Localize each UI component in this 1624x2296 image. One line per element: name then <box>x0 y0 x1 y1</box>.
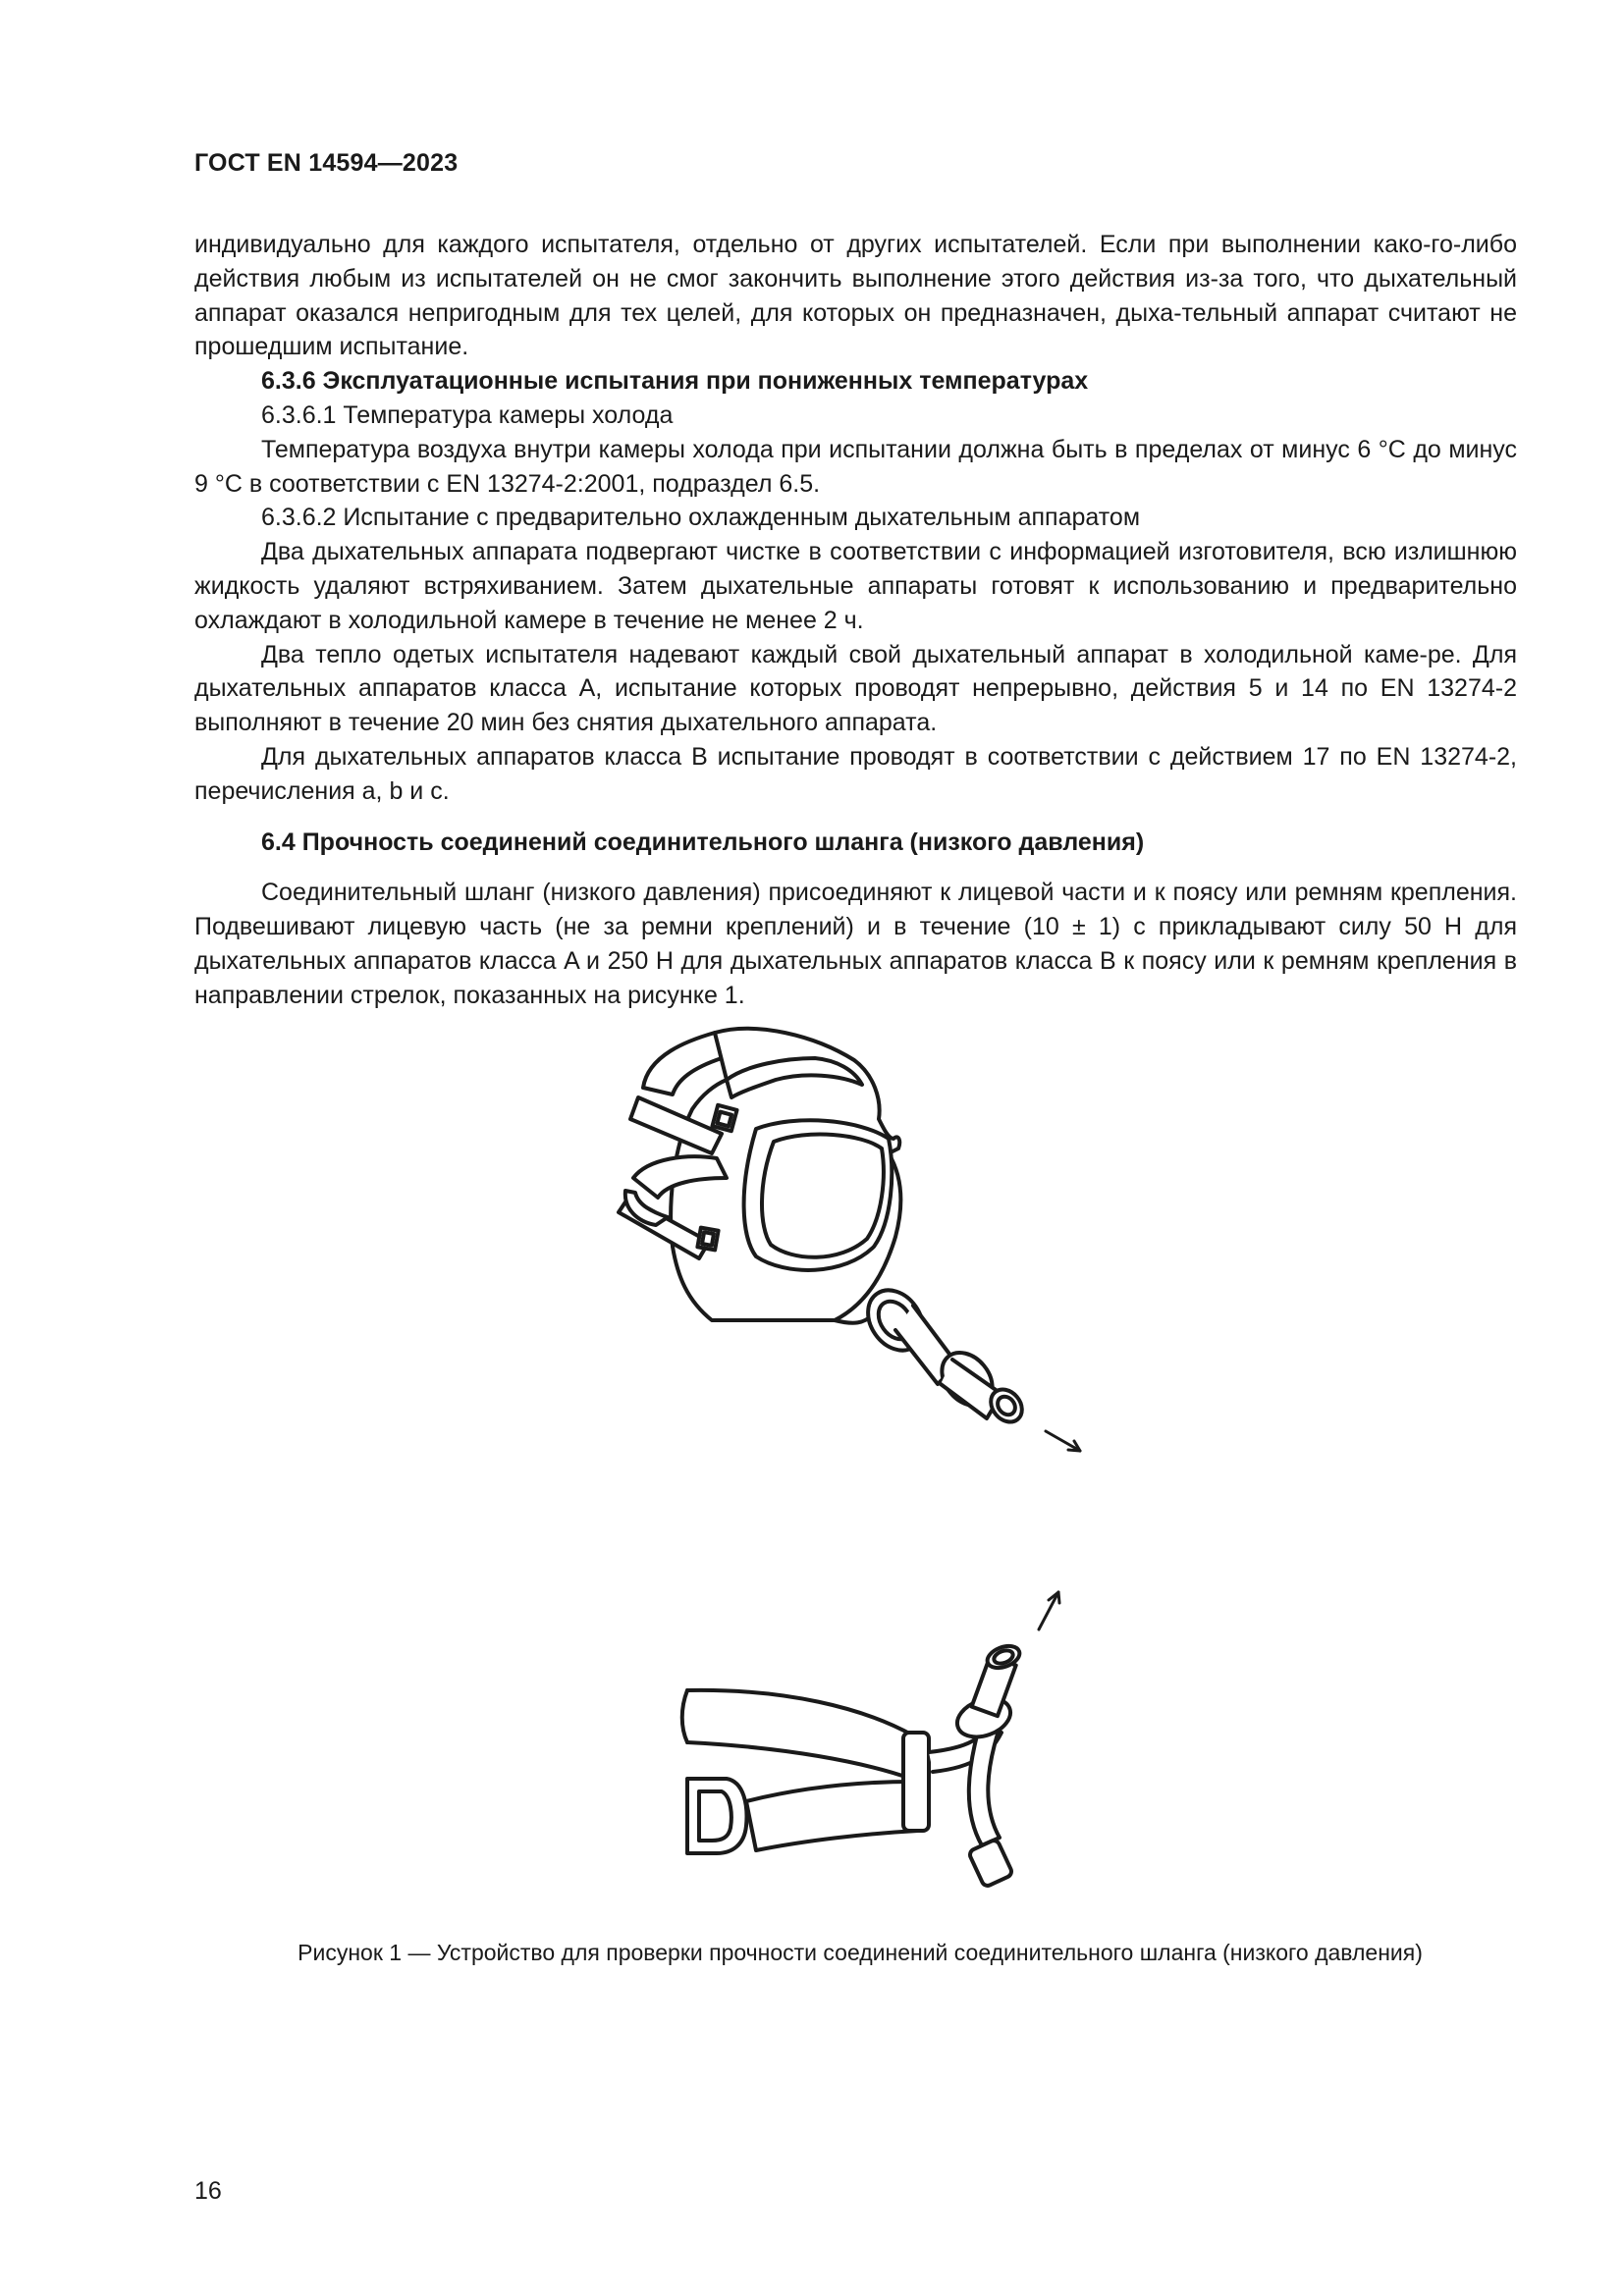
paragraph-cold-chamber-temperature: Температура воздуха внутри камеры холода при испытании должна быть в пределах от минус 6 °C до минус 9 °C в соответствии с EN 13274-2:2001, подраздел 6.5. <box>194 435 1517 498</box>
force-arrow-down <box>1046 1431 1080 1451</box>
paragraph-class-b-test: Для дыхательных аппаратов класса B испытание проводят в соответствии с действием 17 по EN 13274-2, перечисления a, b и c. <box>194 742 1517 805</box>
page-number: 16 <box>194 2177 222 2205</box>
section-heading-6-4: 6.4 Прочность соединений соединительного шланга (низкого давления) <box>261 828 1145 856</box>
document-header: ГОСТ EN 14594—2023 <box>194 149 459 177</box>
belt-and-hose-drawing <box>682 1642 1023 1888</box>
force-arrow-up <box>1039 1592 1059 1629</box>
section-heading-6-3-6: 6.3.6 Эксплуатационные испытания при пониженных температурах <box>261 367 1089 396</box>
paragraph-hose-strength: Соединительный шланг (низкого давления) присоединяют к лицевой части и к поясу или ремням крепления. Подвешивают лицевую часть (не за ремни креплений) и в течение (10 ± 1) с прикладывают силу 50 Н для дыхательных аппаратов класса A и 250 Н для дыхательных аппаратов класса B к поясу или к ремням крепления в направлении стрелок, показанных на рисунке 1. <box>194 879 1517 1009</box>
subsection-heading-6-3-6-2: 6.3.6.2 Испытание с предварительно охлажденным дыхательным аппаратом <box>261 504 1141 532</box>
figure-caption: Рисунок 1 — Устройство для проверки прочности соединений соединительного шланга (низкого давления) <box>298 1940 1423 1965</box>
paragraph-precooled-apparatus: Два дыхательных аппарата подвергают чистке в соответствии с информацией изготовителя, всю излишнюю жидкость удаляют встряхиванием. Затем дыхательные аппараты готовят к использованию и предварительно охлаждают в холодильной камере в течение не менее 2 ч. <box>194 538 1517 634</box>
paragraph-warm-dressed-testers: Два тепло одетых испытателя надевают каждый свой дыхательный аппарат в холодильной каме-ре. Для дыхательных аппаратов класса A, испытание которых проводят непрерывно, действия 5 и 14 по EN 13274-2 выполняют в течение 20 мин без снятия дыхательного аппарата. <box>194 640 1517 737</box>
paragraph-continuation: индивидуально для каждого испытателя, отдельно от других испытателей. Если при выполнении како-го-либо действия любым из испытателей он не смог закончить выполнение этого действия из-за того, что дыхательный аппарат оказался непригодным для тех целей, для которых он предназначен, дыха-тельный аппарат считают не прошедшим испытание. <box>194 231 1517 361</box>
subsection-heading-6-3-6-1: 6.3.6.1 Температура камеры холода <box>261 400 674 429</box>
face-mask-drawing <box>619 1029 1028 1428</box>
